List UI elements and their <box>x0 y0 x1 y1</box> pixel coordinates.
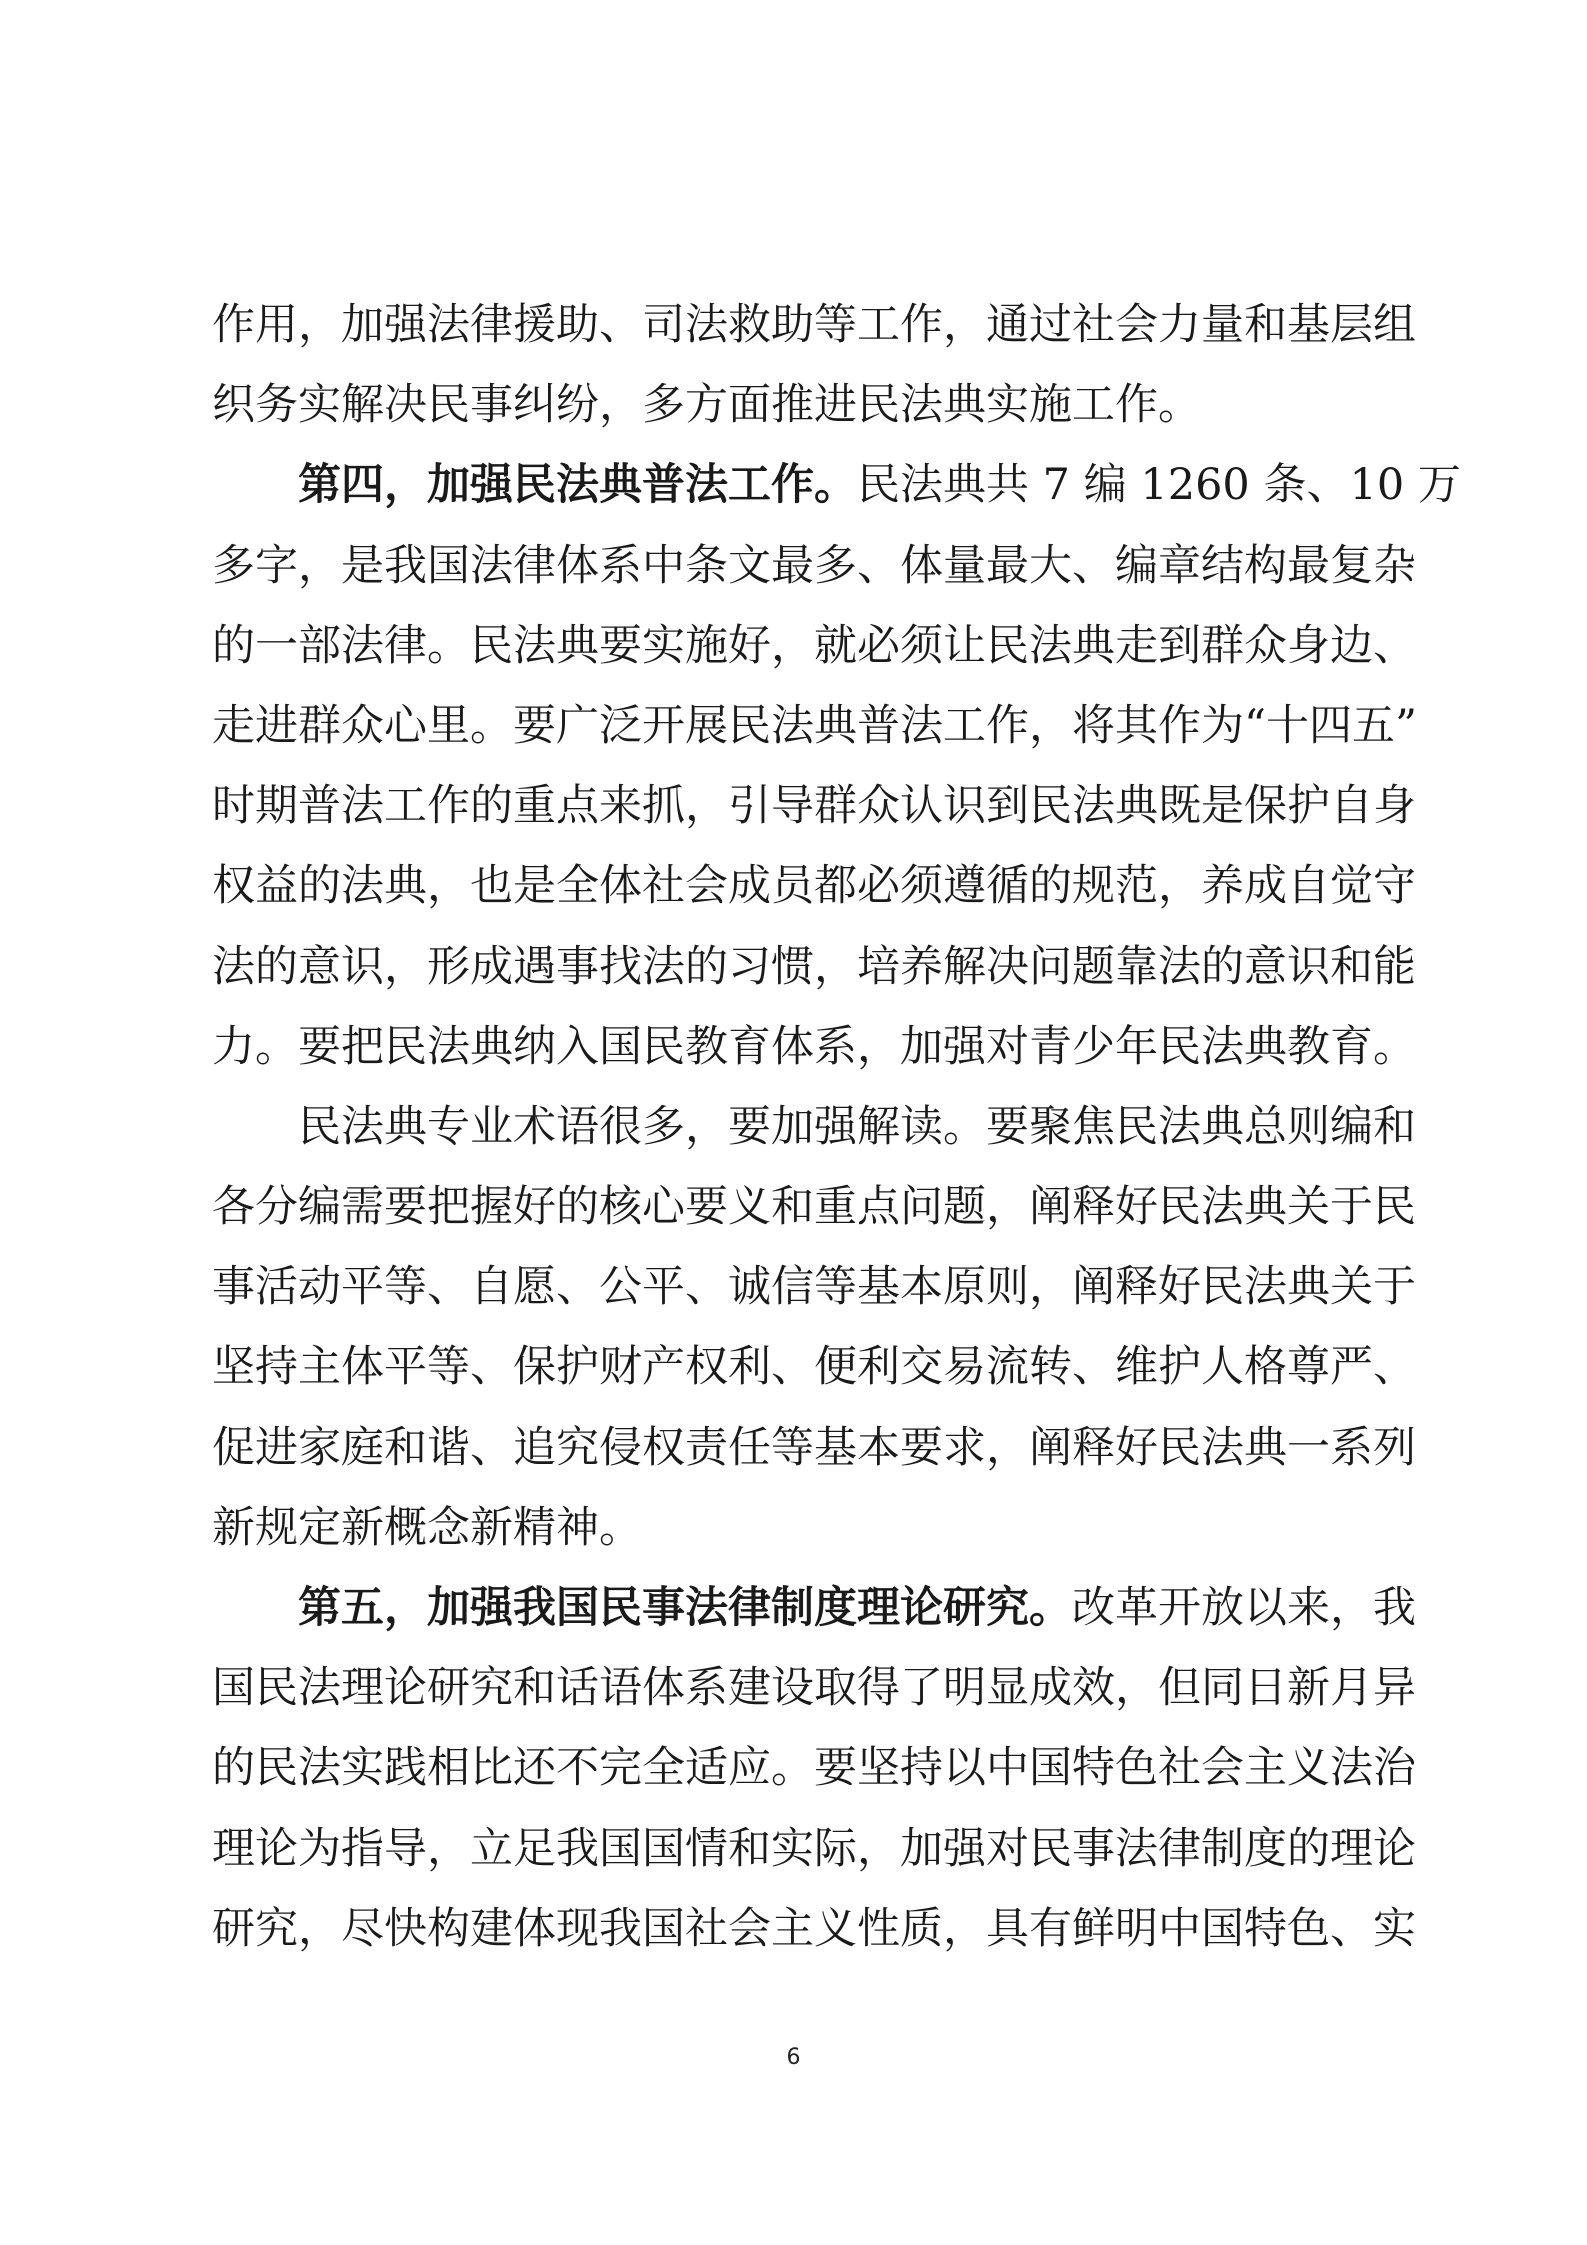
section-heading-line: 第四，加强民法典普法工作。民法典共 7 编 1260 条、10 万 <box>298 460 1461 511</box>
text-line: 各分编需要把握好的核心要义和重点问题，阐释好民法典关于民 <box>212 1182 1416 1233</box>
text-line: 权益的法典，也是全体社会成员都必须遵循的规范，养成自觉守 <box>212 861 1416 912</box>
text-line: 走进群众心里。要广泛开展民法典普法工作，将其作为“十四五” <box>212 700 1417 751</box>
text-line: 事活动平等、自愿、公平、诚信等基本原则，阐释好民法典关于 <box>212 1262 1416 1313</box>
text-line: 促进家庭和谐、追究侵权责任等基本要求，阐释好民法典一系列 <box>212 1422 1416 1473</box>
paragraph-end-line: 新规定新概念新精神。 <box>212 1502 642 1553</box>
text-line: 法的意识，形成遇事找法的习惯，培养解决问题靠法的意识和能 <box>212 941 1416 992</box>
paragraph-start-line: 民法典专业术语很多，要加强解读。要聚焦民法典总则编和 <box>298 1101 1416 1152</box>
paragraph-end-line: 力。要把民法典纳入国民教育体系，加强对青少年民法典教育。 <box>212 1021 1416 1072</box>
text-line: 研究，尽快构建体现我国社会主义性质，具有鲜明中国特色、实 <box>212 1903 1416 1954</box>
paragraph-end-line: 织务实解决民事纠纷，多方面推进民法典实施工作。 <box>212 380 1201 431</box>
text-line: 的民法实践相比还不完全适应。要坚持以中国特色社会主义法治 <box>212 1743 1416 1794</box>
text-line: 坚持主体平等、保护财产权利、便利交易流转、维护人格尊严、 <box>212 1342 1416 1393</box>
body-text <box>212 285 1461 1969</box>
text-line: 多字，是我国法律体系中条文最多、体量最大、编章结构最复杂 <box>212 540 1416 591</box>
text-line: 国民法理论研究和话语体系建设取得了明显成效，但同日新月异 <box>212 1663 1416 1714</box>
section-heading-line: 第五，加强我国民事法律制度理论研究。改革开放以来，我 <box>298 1583 1416 1633</box>
text-line: 的一部法律。民法典要实施好，就必须让民法典走到群众身边、 <box>212 620 1416 671</box>
text-line: 时期普法工作的重点来抓，引导群众认识到民法典既是保护自身 <box>212 781 1416 832</box>
text-line: 理论为指导，立足我国国情和实际，加强对民事法律制度的理论 <box>212 1823 1416 1874</box>
text-line: 作用，加强法律援助、司法救助等工作，通过社会力量和基层组 <box>212 300 1416 350</box>
section-heading-fifth: 第五，加强我国民事法律制度理论研究。 <box>298 1583 1072 1633</box>
page-number: 6 <box>786 2045 801 2070</box>
section-heading-fourth: 第四，加强民法典普法工作。 <box>298 460 857 511</box>
